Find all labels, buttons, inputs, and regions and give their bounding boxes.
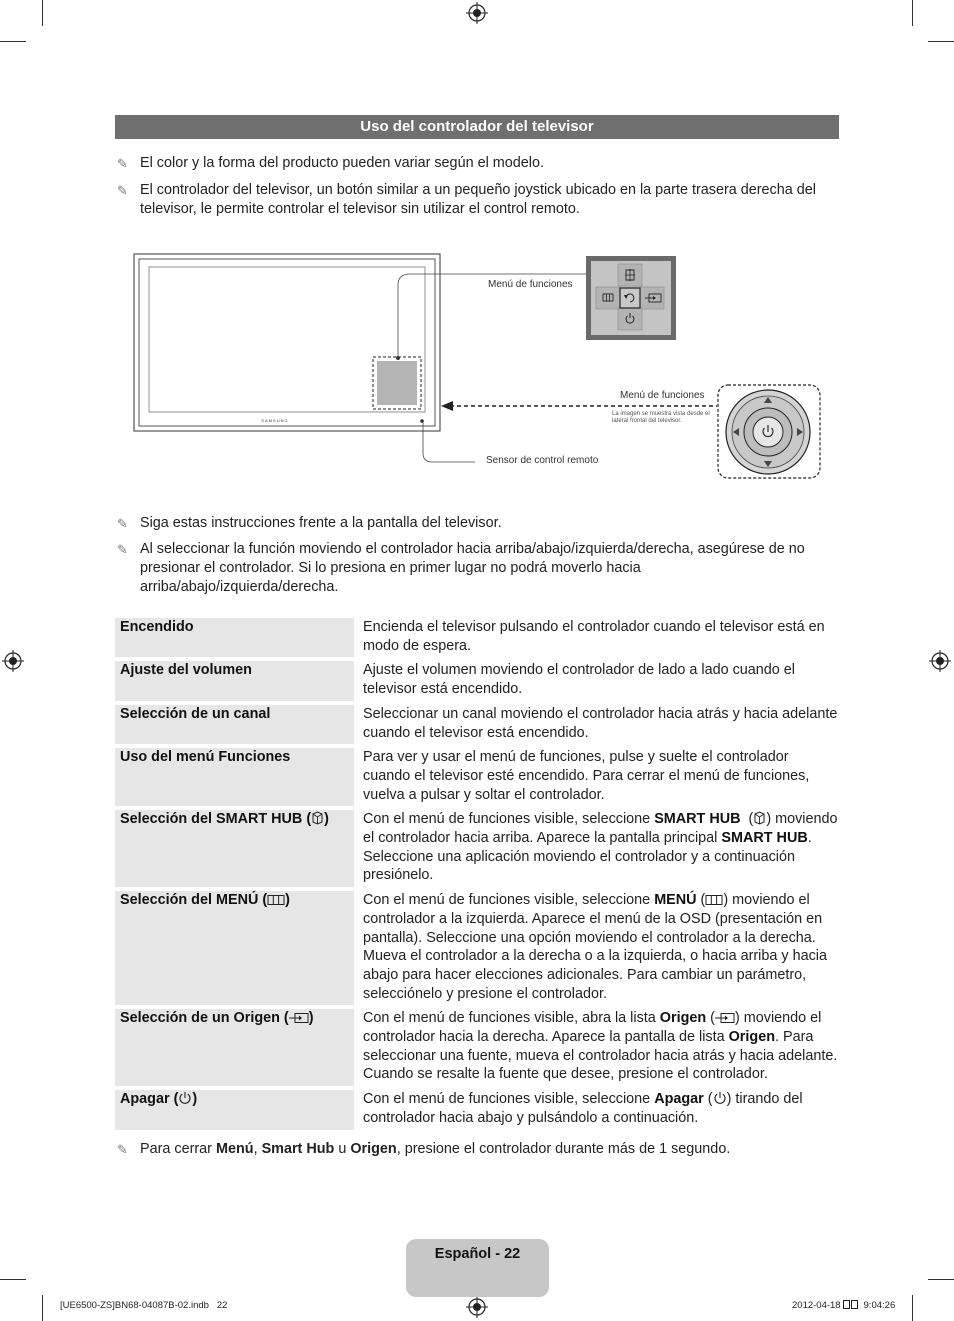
menu-icon <box>267 894 285 906</box>
note: ✎ El controlador del televisor, un botón similar a un pequeño joystick ubicado en la parte trasera derecha del televisor, le permite controlar el televisor sin utilizar el control remoto. <box>117 182 816 217</box>
menu-icon <box>705 894 723 906</box>
source-icon <box>715 1012 735 1024</box>
table-row <box>115 1009 839 1086</box>
note: ✎ El color y la forma del producto pueden variar según el modelo. <box>117 155 544 171</box>
row-label: Selección de un canal <box>115 705 358 744</box>
functions-menu-box <box>586 256 676 340</box>
row-description: Con el menú de funciones visible, seleccione MENÚ ( ) moviendo el controlador a la izquierda. Aparece el menú de la OSD (presentación en pantalla). Seleccione una opción moviendo el controlador a la derecha. Mueva el controlador a la derecha o a la izquierda, o hacia arriba y hacia abajo para hacer elecciones adicionales. Para cambiar un parámetro, selecciónelo y presione el controlador. <box>363 892 827 1002</box>
pencil-note-icon: ✎ <box>117 1142 128 1157</box>
row-label: Uso del menú Funciones <box>115 748 358 806</box>
pencil-note-icon: ✎ <box>117 156 128 171</box>
table-row <box>115 891 839 1005</box>
label-functions-menu-top: Menú de funciones <box>488 279 573 290</box>
row-label: Selección de un Origen ( ) <box>115 1009 358 1086</box>
label-functions-menu-right: Menú de funciones <box>620 390 705 401</box>
smart-hub-icon <box>311 811 324 825</box>
crop-mark <box>42 0 43 26</box>
tv-brand-logo: SAMSUNG <box>261 418 289 423</box>
glyph-box-icon <box>843 1300 850 1309</box>
crop-mark <box>928 41 954 42</box>
tv-controller-diagram <box>120 245 840 490</box>
table-row <box>115 618 839 657</box>
row-description: Con el menú de funciones visible, seleccione SMART HUB ( ) moviendo el controlador hacia arriba. Aparece la pantalla principal SMART HUB. Seleccione una aplicación moviendo el controlador y a continuación presiónelo. <box>363 811 838 884</box>
crop-mark <box>928 1279 954 1280</box>
pencil-note-icon: ✎ <box>117 183 128 198</box>
arrow-head-icon <box>441 401 453 411</box>
table-row <box>115 661 839 700</box>
note: ✎ Para cerrar Menú, Smart Hub u Origen, presione el controlador durante más de 1 segundo. <box>117 1141 731 1157</box>
power-icon <box>178 1091 192 1105</box>
row-label: Ajuste del volumen <box>115 661 358 700</box>
pencil-note-icon: ✎ <box>117 542 128 557</box>
smart-hub-icon <box>753 811 766 825</box>
registration-mark-icon <box>929 650 951 672</box>
label-remote-sensor: Sensor de control remoto <box>486 455 599 466</box>
table-row <box>115 748 839 806</box>
row-description: Ajuste el volumen moviendo el controlador de lado a lado cuando el televisor está encendido. <box>363 662 796 698</box>
crop-mark <box>0 41 26 42</box>
row-label: Apagar ( ) <box>115 1090 358 1129</box>
row-description: Con el menú de funciones visible, seleccione Apagar ( ) tirando del controlador hacia abajo y pulsándolo a continuación. <box>363 1091 803 1126</box>
table-row <box>115 810 839 887</box>
row-description: Encienda el televisor pulsando el controlador cuando el televisor está en modo de espera. <box>363 619 825 654</box>
registration-mark-icon <box>2 650 24 672</box>
registration-mark-icon <box>466 1296 488 1318</box>
registration-mark-icon <box>466 2 488 24</box>
controller-functions-table <box>115 614 839 1134</box>
note: ✎ Siga estas instrucciones frente a la pantalla del televisor. <box>117 515 502 531</box>
row-description: Para ver y usar el menú de funciones, pulse y suelte el controlador cuando el televisor esté encendido. Para cerrar el menú de funciones, vuelva a pulsar y soltar el controlador. <box>363 749 810 803</box>
row-label: Encendido <box>115 618 358 657</box>
row-label: Selección del MENÚ ( ) <box>115 891 358 1005</box>
row-label: Selección del SMART HUB ( ) <box>115 810 358 887</box>
table-row <box>115 705 839 744</box>
power-icon <box>713 1091 727 1105</box>
page-number: Español - 22 <box>434 1246 521 1262</box>
source-icon <box>289 1012 309 1024</box>
crop-mark <box>0 1279 26 1280</box>
section-title: Uso del controlador del televisor <box>115 115 839 139</box>
note: ✎ Al seleccionar la función moviendo el controlador hacia arriba/abajo/izquierda/derecha, asegúrese de no presionar el controlador. Si lo presiona en primer lugar no podrá moverlo hacia arriba/abajo/izquierda/derecha. <box>117 541 805 595</box>
joystick-illustration <box>718 385 820 478</box>
label-image-note: La imagen se muestra vista desde el lateral frontal del televisor. <box>612 411 710 424</box>
row-description: Seleccionar un canal moviendo el controlador hacia atrás y hacia adelante cuando el televisor está encendido. <box>363 705 838 741</box>
imprint-file: [UE6500-ZS]BN68-04087B-02.indb 22 <box>60 1300 228 1311</box>
table-row <box>115 1090 839 1129</box>
crop-mark <box>912 1295 913 1321</box>
crop-mark <box>42 1295 43 1321</box>
imprint-date: 2012-04-18 9:04:26 <box>792 1300 896 1311</box>
controller-zone-fill <box>377 361 417 405</box>
pencil-note-icon: ✎ <box>117 516 128 531</box>
crop-mark <box>912 0 913 26</box>
row-description: Con el menú de funciones visible, abra la lista Origen ( ) moviendo el controlador hacia la derecha. Aparece la pantalla de lista Origen. Para seleccionar una fuente, mueva el controlador hacia atrás y hacia adelante. Cuando se resalte la fuente que desee, presione el controlador. <box>363 1010 838 1083</box>
